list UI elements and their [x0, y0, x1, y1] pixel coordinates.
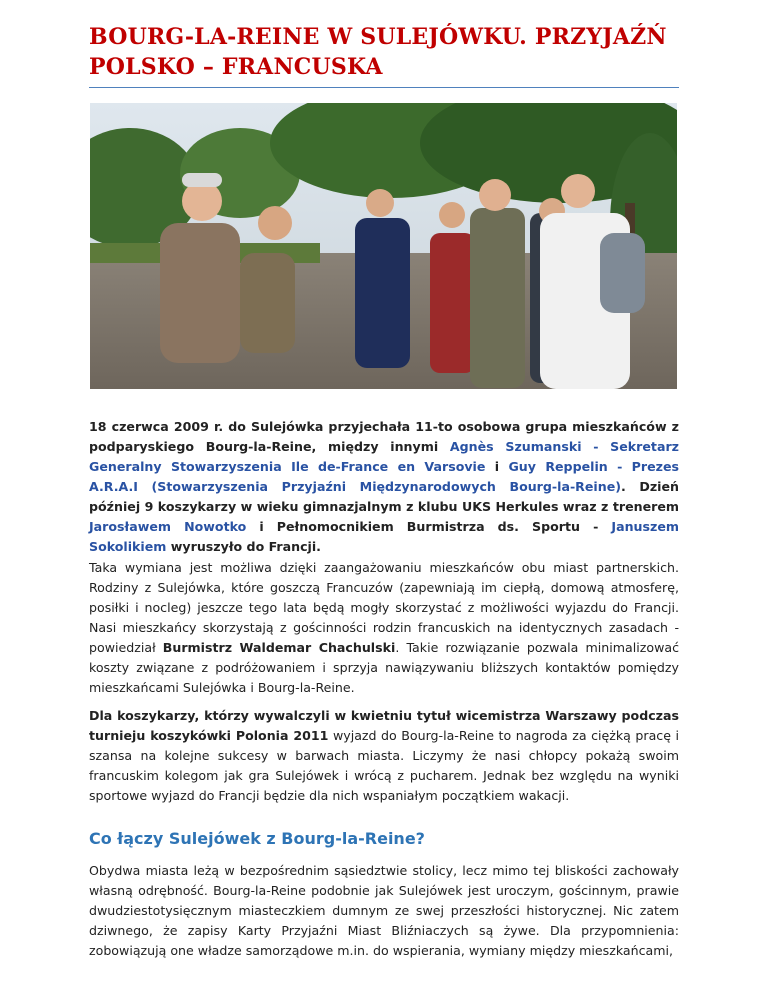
p1-highlight-sokolik: Januszem Sokolikiem	[89, 518, 679, 554]
paragraph-basketball	[89, 706, 679, 806]
section-heading: Co łączy Sulejówek z Bourg-la-Reine?	[89, 829, 425, 849]
paragraph-exchange	[89, 558, 679, 698]
p1-text-5: wyruszyło do Francji.	[166, 538, 321, 554]
p1-highlight-nowotko: Jarosławem Nowotko	[89, 518, 247, 534]
p3-text-1: wyjazd do Bourg-la-Reine to nagroda za ciężką pracę i szansa na kolejne sukcesy w barwach miasta. Liczymy że nasi chłopcy pokażą swoim francuskim kolegom jak gra Sulejówek i wrócą z pucharem. Jednak bez względu na wyniki sportowe wyjazd do Francji będzie dla nich wspaniałym początkiem wakacji.	[89, 727, 679, 803]
p1-text-2: i	[485, 458, 509, 474]
p1-text-1: 18 czerwca 2009 r. do Sulejówka przyjechała 11-to osobowa grupa mieszkańców z podparyskiego Bourg-la-Reine, między innymi	[89, 418, 679, 454]
paragraph-cities: Obydwa miasta leżą w bezpośrednim sąsiedztwie stolicy, lecz mimo tej bliskości zachowały własną odrębność. Bourg-la-Reine podobnie jak Sulejówek jest uroczym, gościnnym, prawie dwudziestotysięcznym miasteczkiem dumnym ze swej przeszłości historycznej. Nic zatem dziwnego, że zapisy Karty Przyjaźni Miast Bliźniaczych są żywe. Dla przypomnienia: zobowiązują one władze samorządowe m.in. do wspierania, wymiany między mieszkańcami,	[89, 862, 679, 958]
p2-text-2: . Takie rozwiązanie pozwala minimalizować koszty związane z podróżowaniem i sprzyja nawiązywaniu bliższych kontaktów pomiędzy mieszkańcami Sulejówka i Bourg-la-Reine.	[89, 639, 680, 695]
p1-highlight-reppelin: Guy Reppelin - Prezes A.R.A.I (Stowarzyszenia Przyjaźni Międzynarodowych Bourg-la-Reine)	[89, 458, 680, 494]
p1-text-3: . Dzień później 9 koszykarzy w wieku gimnazjalnym z klubu UKS Herkules wraz z trenerem	[89, 478, 679, 514]
group-photo	[90, 103, 677, 389]
article-title: BOURG-LA-REINE W SULEJÓWKU. PRZYJAŹŃ POLSKO – FRANCUSKA	[89, 24, 667, 80]
paragraph-intro	[89, 417, 679, 557]
p1-text-4: i Pełnomocnikiem Burmistrza ds. Sportu -	[246, 518, 612, 534]
p1-highlight-szumanski: Agnès Szumanski - Sekretarz Generalny Stowarzyszenia Ile de-France en Varsovie	[89, 438, 679, 474]
p3-bold-lead: Dla koszykarzy, którzy wywalczyli w kwietniu tytuł wicemistrza Warszawy podczas turnieju koszykówki Polonia 2011	[89, 707, 679, 743]
p2-bold-mayor: Burmistrz Waldemar Chachulski	[162, 639, 396, 655]
p2-text-1: Taka wymiana jest możliwa dzięki zaangażowaniu mieszkańców obu miast partnerskich. Rodziny z Sulejówka, które goszczą Francuzów (zapewniają im ciepłą, domową atmosferę, posiłki i nocleg) jeszcze tego lata będą mogły skorzystać z możliwości wyjazdu do Francji. Nasi mieszkańcy skorzystają z gościnności rodzin francuskich na identycznych zasadach - powiedział	[89, 559, 679, 655]
title-underline	[89, 87, 679, 88]
photo-illustration	[90, 103, 677, 389]
document-page	[89, 0, 680, 958]
